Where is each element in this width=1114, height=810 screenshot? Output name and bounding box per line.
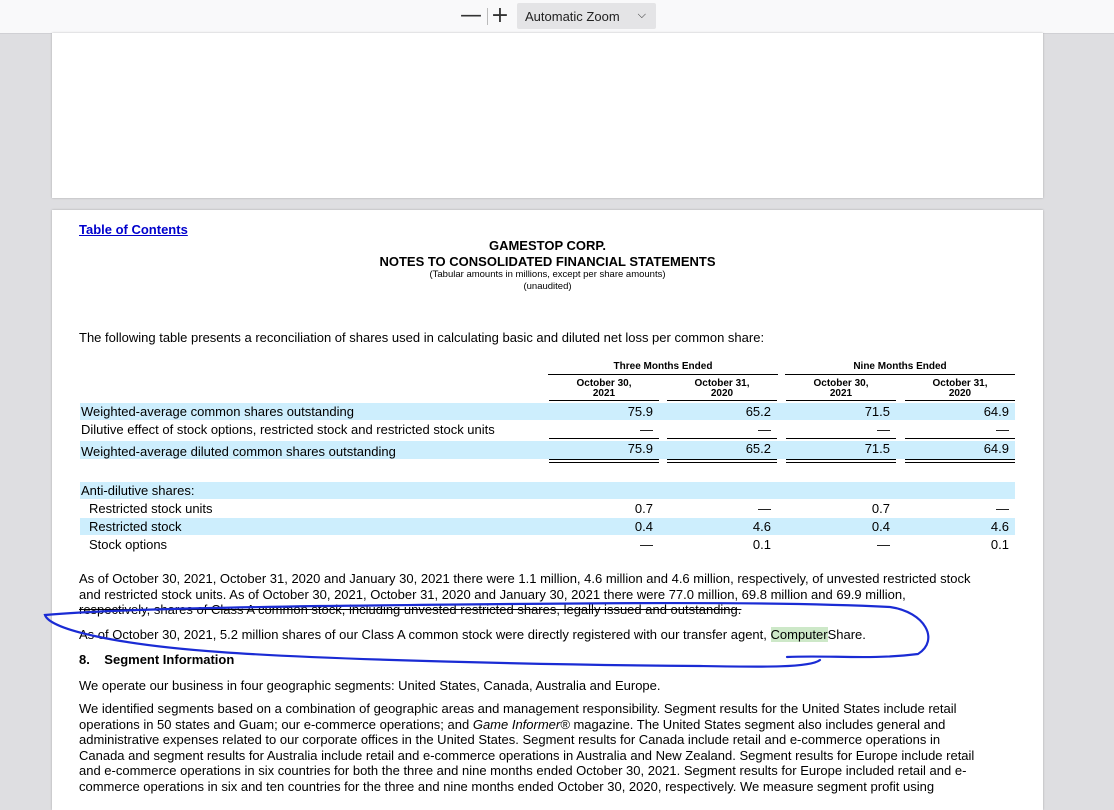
header-rule: [549, 400, 659, 401]
header-rule: [786, 400, 896, 401]
registered-shares-paragraph: As of October 30, 2021, 5.2 million shares of our Class A common stock were directly registered with our transfer agent, ComputerShare.: [79, 627, 866, 642]
col-header-4: October 31, 2020: [932, 378, 988, 399]
zoom-in-button[interactable]: +: [488, 4, 512, 28]
total-rule: [667, 462, 777, 463]
table-cell: 65.2: [745, 404, 771, 419]
table-cell: 0.1: [990, 537, 1009, 552]
unaudited-label: (unaudited): [523, 281, 572, 292]
table-cell: —: [640, 537, 653, 552]
zoom-select[interactable]: [517, 3, 656, 29]
table-cell: —: [996, 501, 1009, 516]
total-rule: [786, 462, 896, 463]
table-cell: 65.2: [745, 441, 771, 456]
table-cell: —: [758, 422, 771, 437]
table-cell: 0.1: [752, 537, 771, 552]
segment-description-paragraph: We identified segments based on a combination of geographic areas and management responsibility. Segment results for the United States include retail operations in 50 states and Guam; our e-commerce operations; and Game Informer® magazine. The United States segment also includes general and administrative expenses related to our corporate offices in the United States. Segment results for Canada include retail and e-commerce operations in Canada and segment results for Australia include retail and e-commerce operations in Australia and New Zealand. Segment results for Europe include retail and e-commerce operations in six countries for both the three and nine months ended October 30, 2021. Segment results for Europe included retail and e- commerce operations in six and ten countries for the three and nine months ended October 30, 2020, respectively. We measure segment profit using: [79, 701, 975, 794]
table-cell: —: [877, 422, 890, 437]
table-cell: 71.5: [864, 404, 890, 419]
col-header-2: October 31, 2020: [694, 378, 750, 399]
table-row-label: Restricted stock: [89, 519, 182, 534]
page-subheading: (Tabular amounts in millions, except per share amounts): [429, 269, 666, 280]
group-three-months: Three Months Ended: [613, 361, 713, 372]
zoom-select-label: Automatic Zoom: [525, 9, 620, 24]
table-cell: —: [758, 501, 771, 516]
table-cell: 64.9: [983, 441, 1009, 456]
table-cell: —: [996, 422, 1009, 437]
table-row-label: Weighted-average common shares outstanding: [81, 404, 354, 419]
total-rule: [786, 459, 896, 460]
table-cell: —: [877, 537, 890, 552]
highlighted-text: Computer: [770, 627, 828, 642]
table-cell: 0.7: [871, 501, 890, 516]
subtotal-rule: [549, 438, 659, 439]
col-header-3: October 30, 2021: [813, 378, 869, 399]
total-rule: [905, 459, 1015, 460]
table-row-label: Weighted-average diluted common shares outstanding: [81, 444, 396, 459]
company-name: GAMESTOP CORP.: [488, 238, 607, 253]
table-row-label: Restricted stock units: [89, 501, 213, 516]
table-cell: 0.4: [871, 519, 890, 534]
section-heading: 8. Segment Information: [79, 652, 235, 667]
pdf-page-current: [52, 210, 1043, 810]
table-cell: 71.5: [864, 441, 890, 456]
pdf-page-previous: [52, 33, 1043, 198]
total-rule: [905, 462, 1015, 463]
total-rule: [667, 459, 777, 460]
table-cell: 4.6: [752, 519, 771, 534]
table-cell: 0.7: [634, 501, 653, 516]
table-cell: 0.4: [634, 519, 653, 534]
total-rule: [549, 462, 659, 463]
table-cell: —: [640, 422, 653, 437]
unvested-shares-paragraph: As of October 30, 2021, October 31, 2020 and January 30, 2021 there were 1.1 million, 4.6 million and 4.6 million, respectively, of unvested restricted stock and restricted stock units. As of October 30, 2021, October 31, 2020 and January 30, 2021 there were 77.0 million, 69.8 million and 69.9 million, respectively, shares of Class A common stock, including unvested restricted shares, legally issued and outstanding.: [79, 571, 971, 617]
chevron-down-icon: ⌵: [637, 8, 646, 21]
table-cell: 4.6: [990, 519, 1009, 534]
pdf-toolbar: [0, 0, 1114, 34]
total-rule: [549, 459, 659, 460]
table-cell: 75.9: [627, 441, 653, 456]
table-cell: 75.9: [627, 404, 653, 419]
col-header-1: October 30, 2021: [576, 378, 632, 399]
group-rule: [785, 374, 1015, 375]
subtotal-rule: [667, 438, 777, 439]
header-rule: [667, 400, 777, 401]
header-rule: [905, 400, 1015, 401]
table-intro: The following table presents a reconciliation of shares used in calculating basic and diluted net loss per common share:: [79, 330, 765, 345]
table-row-label: Dilutive effect of stock options, restricted stock and restricted stock units: [81, 422, 495, 437]
subtotal-rule: [905, 438, 1015, 439]
page-heading: NOTES TO CONSOLIDATED FINANCIAL STATEMENTS: [379, 254, 716, 269]
group-rule: [548, 374, 778, 375]
table-of-contents-link[interactable]: Table of Contents: [79, 222, 188, 237]
table-row-label: Stock options: [89, 537, 168, 552]
anti-dilutive-header: Anti-dilutive shares:: [81, 483, 195, 498]
table-row-band: [80, 482, 1015, 499]
segments-paragraph: We operate our business in four geographic segments: United States, Canada, Australia and Europe.: [79, 678, 661, 693]
group-nine-months: Nine Months Ended: [853, 361, 947, 372]
subtotal-rule: [786, 438, 896, 439]
zoom-out-button[interactable]: —: [460, 3, 482, 28]
table-cell: 64.9: [983, 404, 1009, 419]
